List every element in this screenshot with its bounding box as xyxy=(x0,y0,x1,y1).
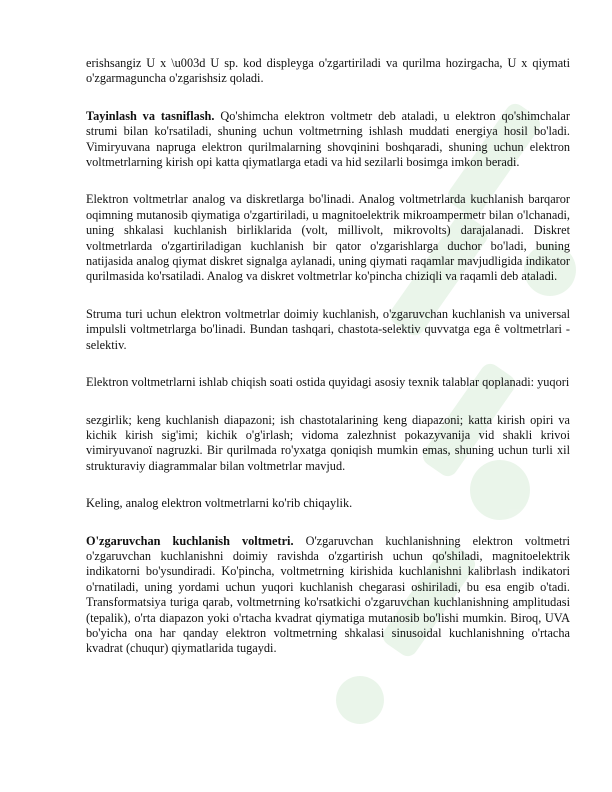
paragraph-4: Struma turi uchun elektron voltmetrlar doimiy kuchlanish, o'zgaruvchan kuchlanish va universal impulsli voltmetrlarga bo'linadi. Bundan tashqari, chastota-selektiv quvvatga ega ê voltmetrlari - selektiv. xyxy=(86,306,570,352)
paragraph-5: Elektron voltmetrlarni ishlab chiqish soati ostida quyidagi asosiy texnik talablar qoplanadi: yuqori xyxy=(86,375,570,390)
paragraph-2-body: Qo'shimcha elektron voltmetr deb ataladi, u elektron qo'shimchalar strumi bilan ko'rsatiladi, shuning uchun voltmetrning ishlash muddati energiya hosil bo'ladi. Vimiryuvana napruga elektron qurilmalarning shovqinini boshqaradi, shuning uchun elektron voltmetrlarning kirish opi katta qiymatlarga etadi va hid sezilarli bosimga imkon beradi. xyxy=(86,108,570,170)
paragraph-2 xyxy=(86,109,570,171)
paragraph-1: erishsangiz U x \u003d U sp. kod displeyga o'zgartiriladi va qurilma hozirgacha, U x qiymati o'zgarmaguncha o'zgarishsiz qoladi. xyxy=(86,56,570,86)
paragraph-8-body: O'zgaruvchan kuchlanishning elektron voltmetri o'zgaruvchan kuchlanishni doimiy ravishda o'zgartirish uchun qo'shiladi, magnitoelektrik indikatorni bo'ysundiradi. Ko'pincha, voltmetrning kirishida kuchlanishni kalibrlash indikatori o'rnatiladi, uning yordami uchun yuqori kuchlanish chegarasi oshiriladi, bu esa engib o'tadi. Transformatsiya turiga qarab, voltmetrning ko'rsatkichi o'zgaruvchan kuchlanishning amplitudasi (tepalik), o'rta diapazon yoki o'rtacha kvadrat qiymatiga mutanosib bo'lishi mumkin. Biroq, UVA bo'yicha ona har qanday elektron voltmetrning shkalasi sinusoidal kuchlanishning o'rtacha kvadrat (chuqur) qiymatlarida tugaydi. xyxy=(86,533,570,656)
paragraph-7: Keling, analog elektron voltmetrlarni ko'rib chiqaylik. xyxy=(86,496,353,511)
paragraph-6: sezgirlik; keng kuchlanish diapazoni; ish chastotalarining keng diapazoni; katta kirish opiri va kichik kirish sig'imi; kichik o'g'irlash; vidoma zalezhnist pokazyvanija vid shakli krivoi vimiryuvanoї nagruzki. Bir qurilmada ro'yxatga qoniqish mumkin emas, shuning uchun turli xil strukturaviy diagrammalar bilan voltmetrlar mavjud. xyxy=(86,412,570,473)
document-body xyxy=(86,56,570,657)
paragraph-3: Elektron voltmetrlar analog va diskretlarga bo'linadi. Analog voltmetrlarda kuchlanish barqaror oqimning mutanosib qiymatiga o'zgartiriladi, u magnitoelektrik mikroampermetr bilan o'lchanadi, uning shkalasi kuchlanish birliklarida (volt, millivolt, mikrovolts) darajalanadi. Diskret voltmetrlarda o'zgartiriladigan kuchlanish bir qator o'zgarishlarga duchor bo'ladi, buning natijasida analog qiymat diskret signalga aylanadi, uning qiymati raqamlar mavjudligida indikator qurilmasida ko'rsatiladi. Analog va diskret voltmetrlar ko'pincha chiziqli va raqamli deb ataladi. xyxy=(86,192,570,284)
paragraph-8 xyxy=(86,534,570,657)
paragraph-2-heading: Tayinlash va tasniflash. xyxy=(86,108,215,123)
paragraph-8-heading: O'zgaruvchan kuchlanish voltmetri. xyxy=(86,533,294,548)
